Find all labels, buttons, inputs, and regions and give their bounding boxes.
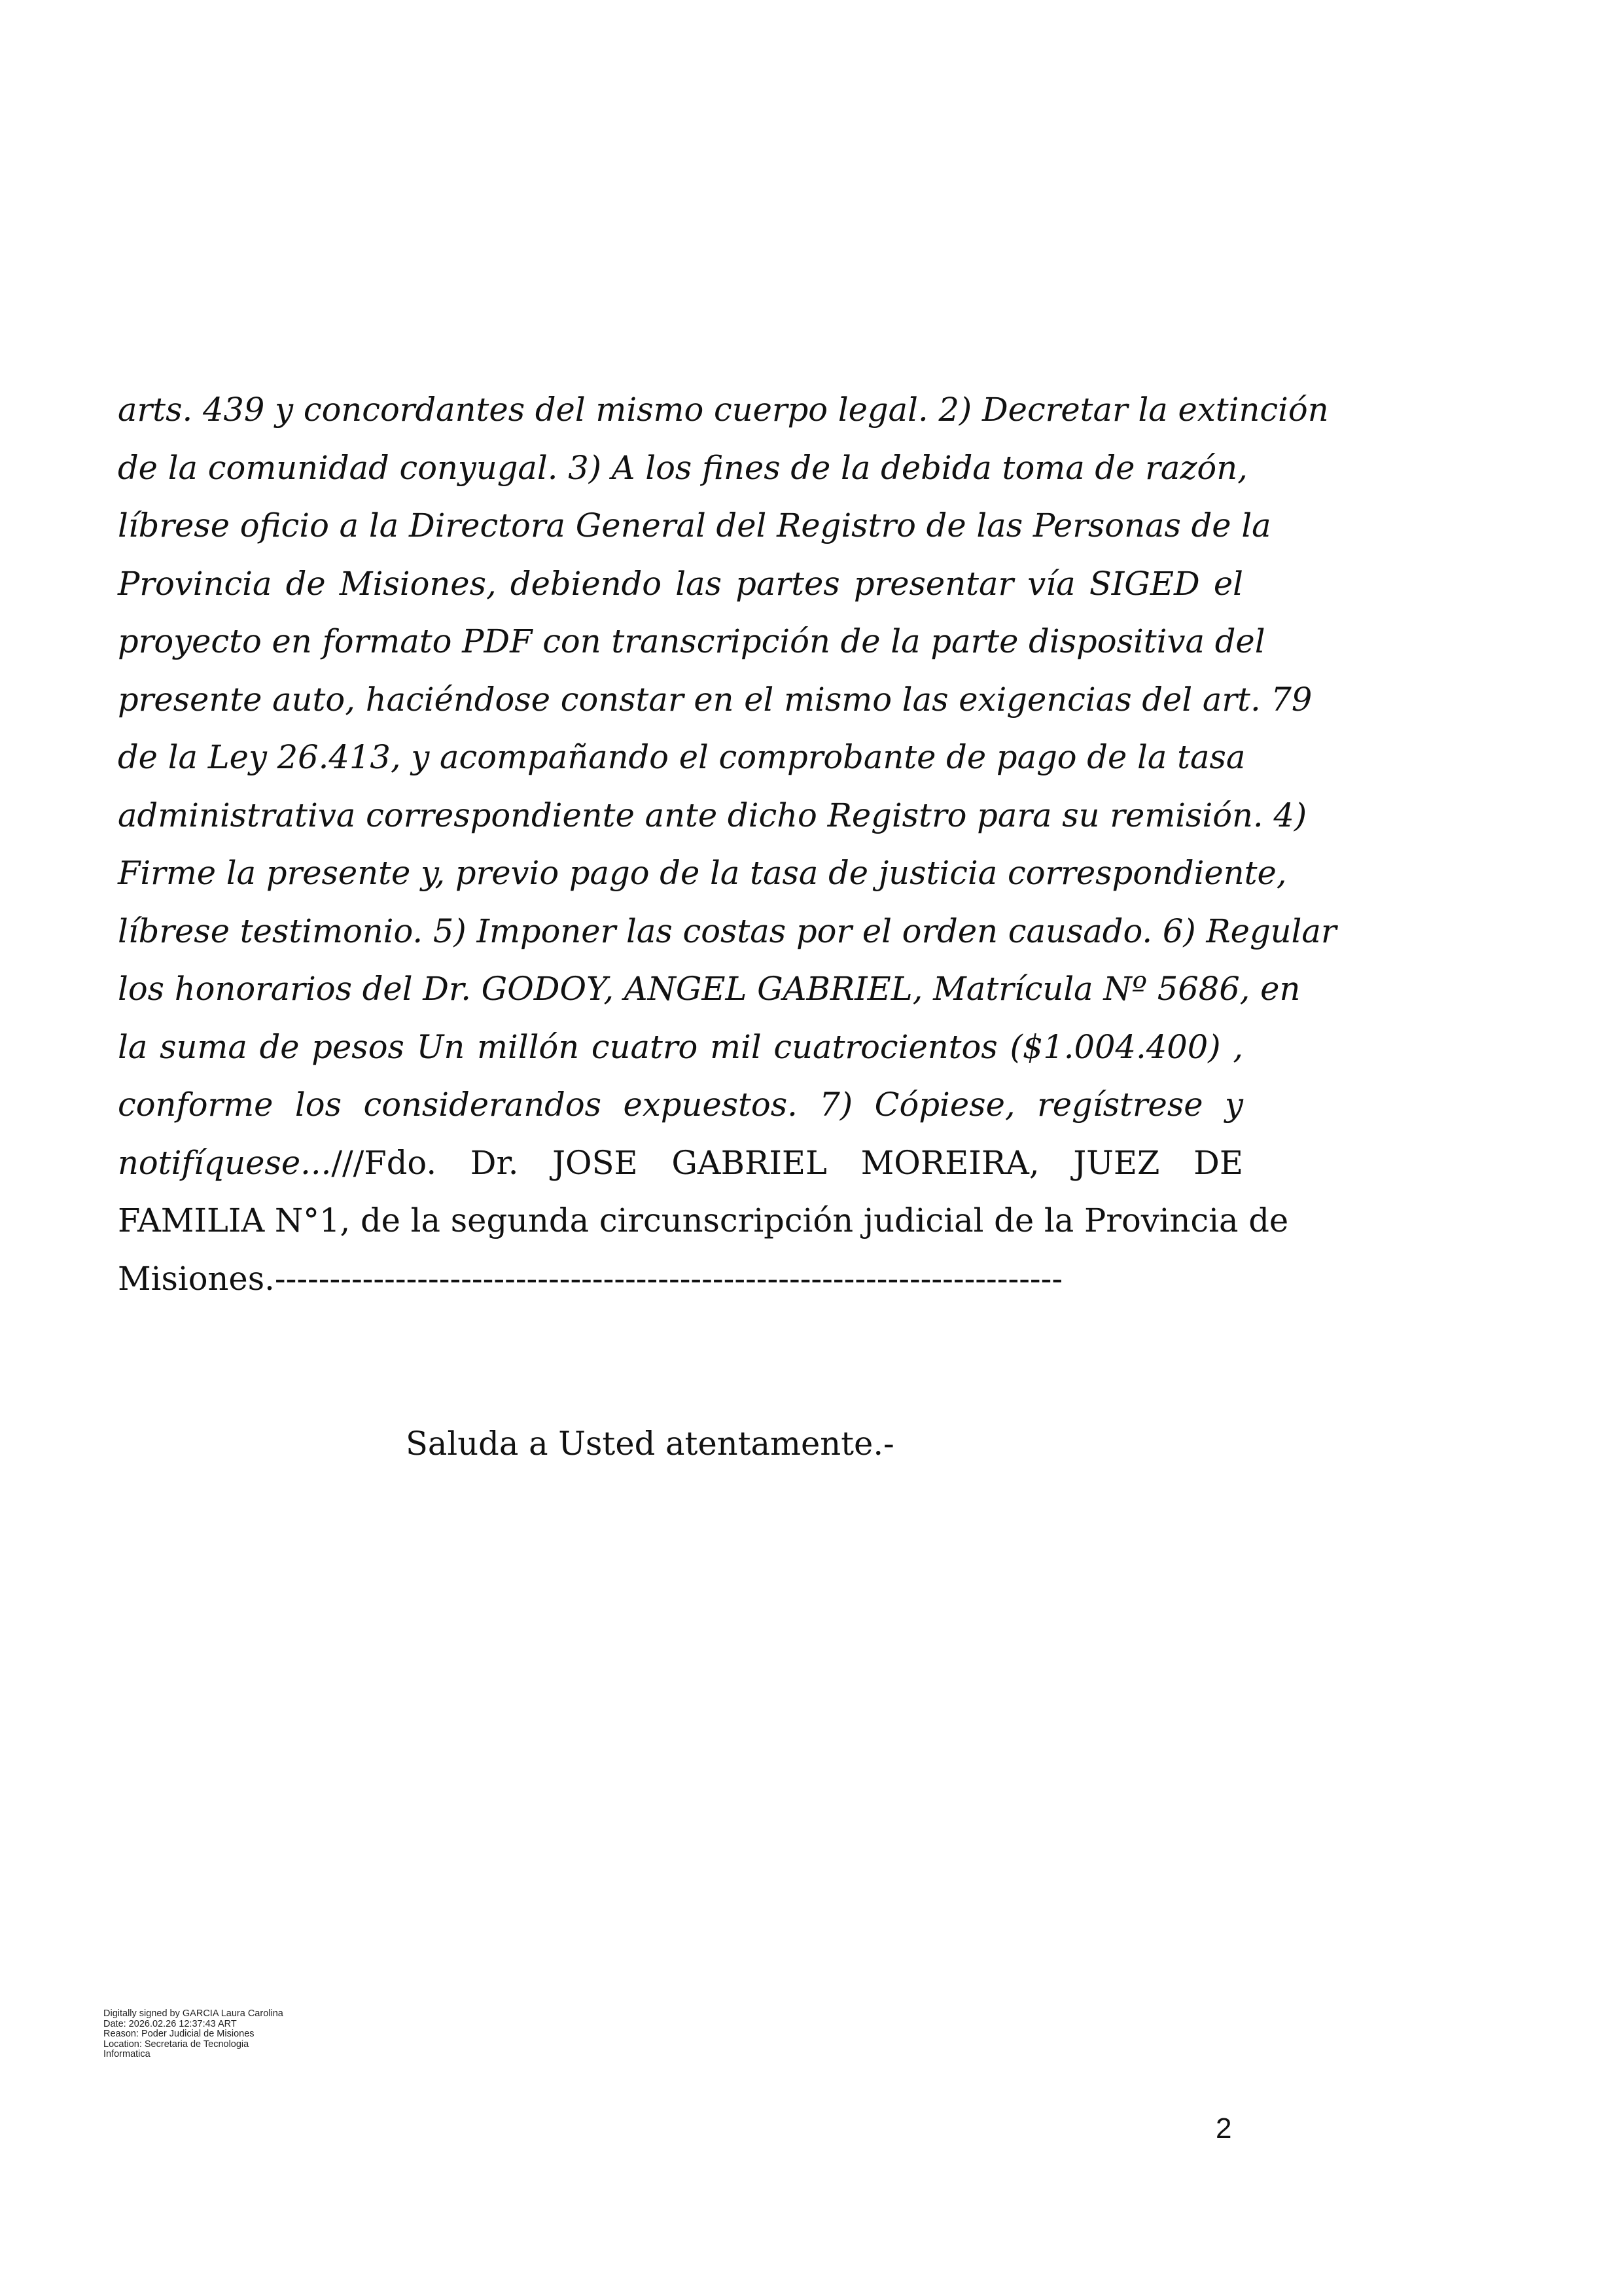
text-italic: líbrese testimonio. 5) Imponer las costas por el orden causado. 6) Regular xyxy=(118,912,1337,950)
page-number: 2 xyxy=(1216,2112,1232,2144)
text-italic: arts. 439 y concordantes del mismo cuerpo legal. 2) Decretar la extinción xyxy=(118,391,1329,429)
text-line xyxy=(118,1250,1243,1308)
text-roman: FAMILIA N°1, de la segunda circunscripción judicial de la Provincia de xyxy=(118,1201,1289,1239)
text-roman: Misiones.------------------------------------------------------------------------ xyxy=(118,1259,1063,1298)
text-italic: la suma de pesos Un millón cuatro mil cuatrocientos ($1.004.400) , xyxy=(118,1027,1243,1066)
text-italic: notifíquese... xyxy=(118,1143,332,1182)
text-italic: conforme los considerandos expuestos. 7) Cópiese, regístrese y xyxy=(118,1086,1243,1124)
text-line xyxy=(118,555,1243,613)
text-italic: proyecto en formato PDF con transcripción de la parte dispositiva del xyxy=(118,622,1265,660)
signature-date: Date: 2026.02.26 12:37:43 ART xyxy=(103,2018,237,2029)
text-line xyxy=(118,1018,1243,1076)
text-line xyxy=(118,1134,1243,1192)
signature-reason: Reason: Poder Judicial de Misiones xyxy=(103,2029,255,2039)
text-italic: Provincia de Misiones, debiendo las partes presentar vía SIGED el xyxy=(118,564,1243,603)
text-line xyxy=(118,497,1271,555)
signature-location-cont: Informatica xyxy=(103,2049,150,2059)
text-line xyxy=(118,671,1313,729)
text-italic: los honorarios del Dr. GODOY, ANGEL GABRIEL, Matrícula Nº 5686, en xyxy=(118,970,1301,1008)
text-italic: de la Ley 26.413, y acompañando el comprobante de pago de la tasa xyxy=(118,738,1246,776)
text-line xyxy=(118,613,1265,671)
text-line xyxy=(118,787,1307,845)
text-line xyxy=(118,902,1337,961)
text-italic: de la comunidad conyugal. 3) A los fines de la debida toma de razón, xyxy=(118,448,1248,487)
text-line xyxy=(118,844,1287,902)
signature-signer: Digitally signed by GARCIA Laura Carolina xyxy=(103,2008,283,2019)
text-italic: líbrese oficio a la Directora General del Registro de las Personas de la xyxy=(118,507,1271,544)
text-line xyxy=(118,439,1248,497)
digital-signature-block xyxy=(103,2009,283,2060)
text-italic: presente auto, haciéndose constar en el mismo las exigencias del art. 79 xyxy=(118,680,1313,719)
resolution-text xyxy=(118,381,1337,1308)
text-line xyxy=(118,960,1301,1018)
text-line xyxy=(118,1076,1243,1134)
text-line xyxy=(118,381,1329,439)
text-italic: administrativa correspondiente ante dicho Registro para su remisión. 4) xyxy=(118,796,1307,834)
text-line xyxy=(118,1192,1289,1250)
text-roman: ///Fdo. Dr. JOSE GABRIEL MOREIRA, JUEZ DE xyxy=(331,1143,1243,1182)
text-line xyxy=(118,728,1246,787)
closing-salutation: Saluda a Usted atentamente.- xyxy=(406,1425,894,1463)
text-italic: Firme la presente y, previo pago de la tasa de justicia correspondiente, xyxy=(118,854,1287,892)
signature-location: Location: Secretaria de Tecnologia xyxy=(103,2038,249,2050)
